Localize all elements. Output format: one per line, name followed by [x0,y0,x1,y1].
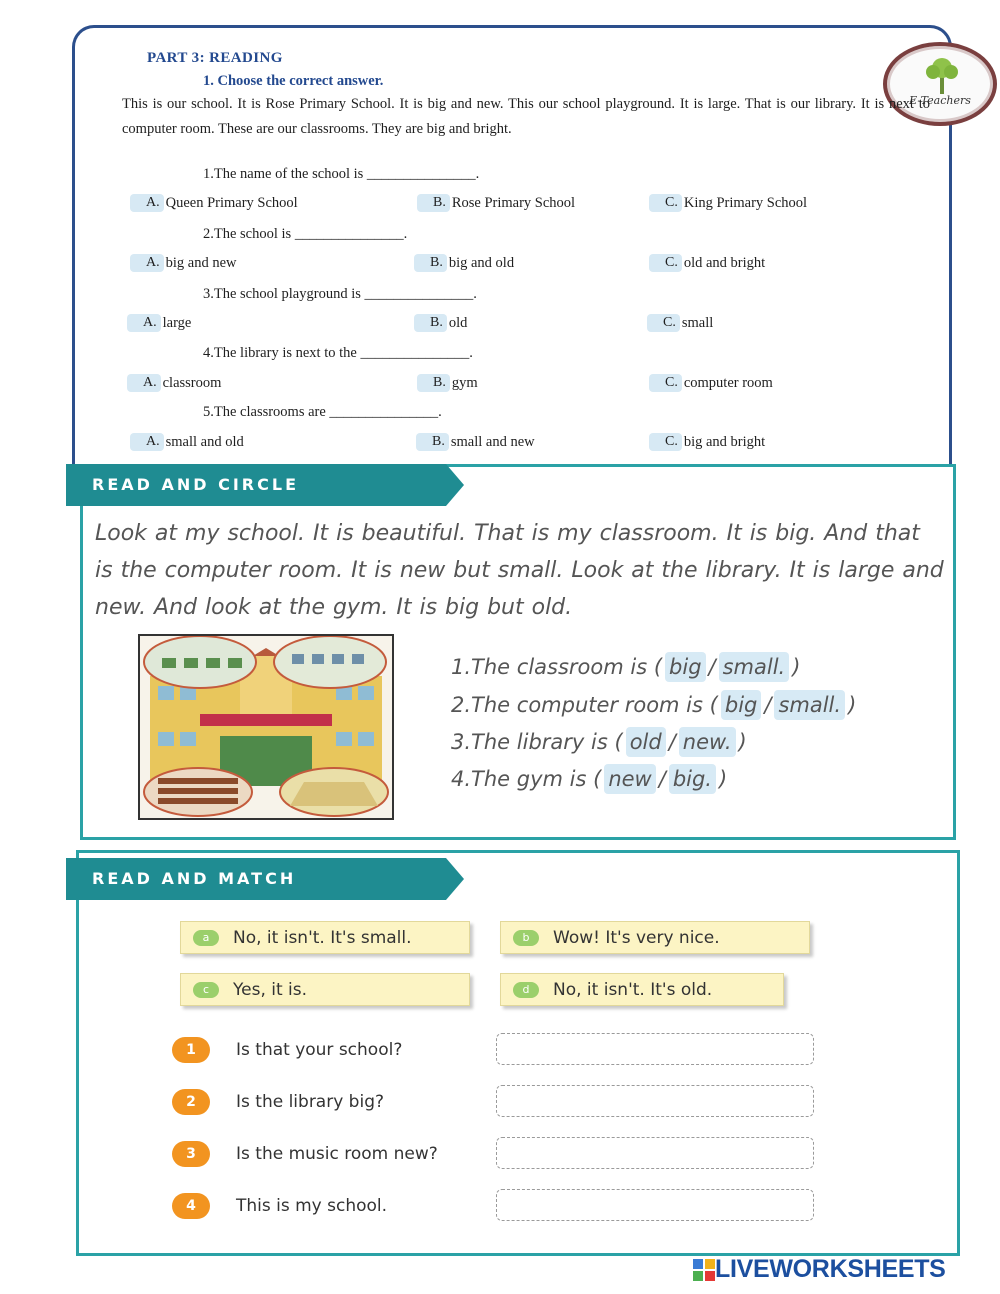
question-number-badge: 1 [172,1037,210,1063]
circle-open: ( [709,693,718,717]
option-text: big and old [448,254,515,271]
option-text: old [448,314,468,331]
q1-option-c[interactable] [649,194,807,212]
option-text: large [162,314,192,331]
question-2: 2.The school is _______________. [203,226,408,242]
circle-sep: / [668,730,676,754]
circle-close: ) [792,655,801,679]
liveworksheets-logo-icon [693,1259,715,1281]
answer-text: Wow! It's very nice. [553,927,720,948]
answer-letter-badge: b [513,930,539,946]
q4-option-a[interactable] [127,374,221,392]
read-circle-banner: READ AND CIRCLE [66,464,446,506]
option-letter: B. [414,314,447,332]
option-text: big and new [165,254,237,271]
circle-option-1[interactable]: old [626,727,666,757]
option-text: computer room [683,374,773,391]
question-1: 1.The name of the school is _______________. [203,166,480,182]
question-number-badge: 2 [172,1089,210,1115]
circle-option-2[interactable]: new. [679,727,736,757]
q2-option-b[interactable] [414,254,514,272]
option-letter: C. [649,194,682,212]
liveworksheets-brand [693,1255,946,1284]
q3-option-b[interactable] [414,314,467,332]
q4-option-b[interactable] [417,374,478,392]
option-letter: A. [130,433,164,451]
match-answer-input-1[interactable] [496,1033,814,1065]
circle-option-1[interactable]: big [721,690,762,720]
circle-item-1 [451,652,800,682]
match-question-4 [172,1191,387,1221]
circle-close: ) [848,693,857,717]
option-text: gym [451,374,478,391]
match-question-2 [172,1087,384,1117]
circle-item-3 [451,727,747,757]
q3-option-c[interactable] [647,314,713,332]
question-text: This is my school. [236,1196,388,1216]
circle-sep: / [764,693,772,717]
q2-option-a[interactable] [130,254,237,272]
q1-option-b[interactable] [417,194,575,212]
part3-passage: This is our school. It is Rose Primary School. It is big and new. This our school playground. It is large. That is our library. It is next to computer room. These are our classrooms. They are big and bright. [122,96,930,137]
option-letter: B. [417,194,450,212]
option-letter: A. [127,374,161,392]
circle-sep: / [658,767,666,791]
question-number-badge: 3 [172,1141,210,1167]
circle-open: ( [593,767,602,791]
circle-item-2 [451,690,856,720]
q5-option-b[interactable] [416,433,535,451]
question-5: 5.The classrooms are _______________. [203,404,442,420]
circle-item-4 [451,764,727,794]
answer-d [500,973,784,1006]
option-text: small [681,314,714,331]
answer-c [180,973,470,1006]
option-text: big and bright [683,433,766,450]
answer-text: Yes, it is. [233,979,308,1000]
q4-option-c[interactable] [649,374,773,392]
match-question-1 [172,1035,402,1065]
q5-option-c[interactable] [649,433,765,451]
option-text: small and old [165,433,244,450]
part3-title: PART 3: READING [147,50,283,66]
option-letter: B. [417,374,450,392]
match-answer-input-4[interactable] [496,1189,814,1221]
q3-option-a[interactable] [127,314,191,332]
answer-a [180,921,470,954]
question-3: 3.The school playground is _______________. [203,286,477,302]
option-text: Rose Primary School [451,194,576,211]
circle-close: ) [718,767,728,791]
option-letter: A. [130,194,164,212]
circle-open: ( [614,730,623,754]
option-letter: B. [414,254,447,272]
circle-option-2[interactable]: small. [774,690,845,720]
question-text: Is that your school? [236,1040,403,1060]
question-text: Is the music room new? [236,1144,438,1164]
circle-option-2[interactable]: small. [719,652,790,682]
option-letter: C. [649,254,682,272]
circle-prefix: 4.The gym is [451,767,587,791]
q5-option-a[interactable] [130,433,244,451]
tree-icon [925,56,959,96]
answer-letter-badge: a [193,930,219,946]
match-answer-input-2[interactable] [496,1085,814,1117]
question-text: Is the library big? [236,1092,385,1112]
option-text: King Primary School [683,194,808,211]
option-letter: C. [647,314,680,332]
option-letter: A. [130,254,164,272]
circle-prefix: 1.The classroom is [451,655,648,679]
answer-text: No, it isn't. It's small. [233,927,412,948]
read-circle-passage: Look at my school. It is beautiful. That is my classroom. It is big. And that is the computer room. It is new but small. Look at the library. It is large and new. And look at the gym. It is big but old. [95,521,944,620]
option-text: small and new [450,433,535,450]
option-letter: A. [127,314,161,332]
circle-prefix: 3.The library is [451,730,608,754]
circle-close: ) [738,730,747,754]
circle-open: ( [653,655,663,679]
logo-text: E-Teachers [909,94,971,107]
read-match-banner: READ AND MATCH [66,858,446,900]
q1-option-a[interactable] [130,194,298,212]
question-number-badge: 4 [172,1193,210,1219]
liveworksheets-text: LIVEWORKSHEETS [715,1255,946,1283]
part3-instruction: 1. Choose the correct answer. [203,73,384,89]
option-text: classroom [162,374,222,391]
answer-b [500,921,810,954]
option-text: old and bright [683,254,766,271]
question-4: 4.The library is next to the _______________. [203,345,473,361]
circle-option-1[interactable]: new [604,764,655,794]
q2-option-c[interactable] [649,254,765,272]
answer-letter-badge: d [513,982,539,998]
option-letter: C. [649,433,682,451]
school-illustration [138,634,394,820]
option-text: Queen Primary School [165,194,298,211]
circle-sep: / [708,655,716,679]
match-question-3 [172,1139,438,1169]
match-answer-input-3[interactable] [496,1137,814,1169]
circle-option-1[interactable]: big [665,652,706,682]
option-letter: C. [649,374,682,392]
answer-text: No, it isn't. It's old. [553,979,713,1000]
option-letter: B. [416,433,449,451]
part3-frame [72,25,971,470]
circle-option-2[interactable]: big. [669,764,716,794]
circle-prefix: 2.The computer room is [451,693,703,717]
answer-letter-badge: c [193,982,219,998]
